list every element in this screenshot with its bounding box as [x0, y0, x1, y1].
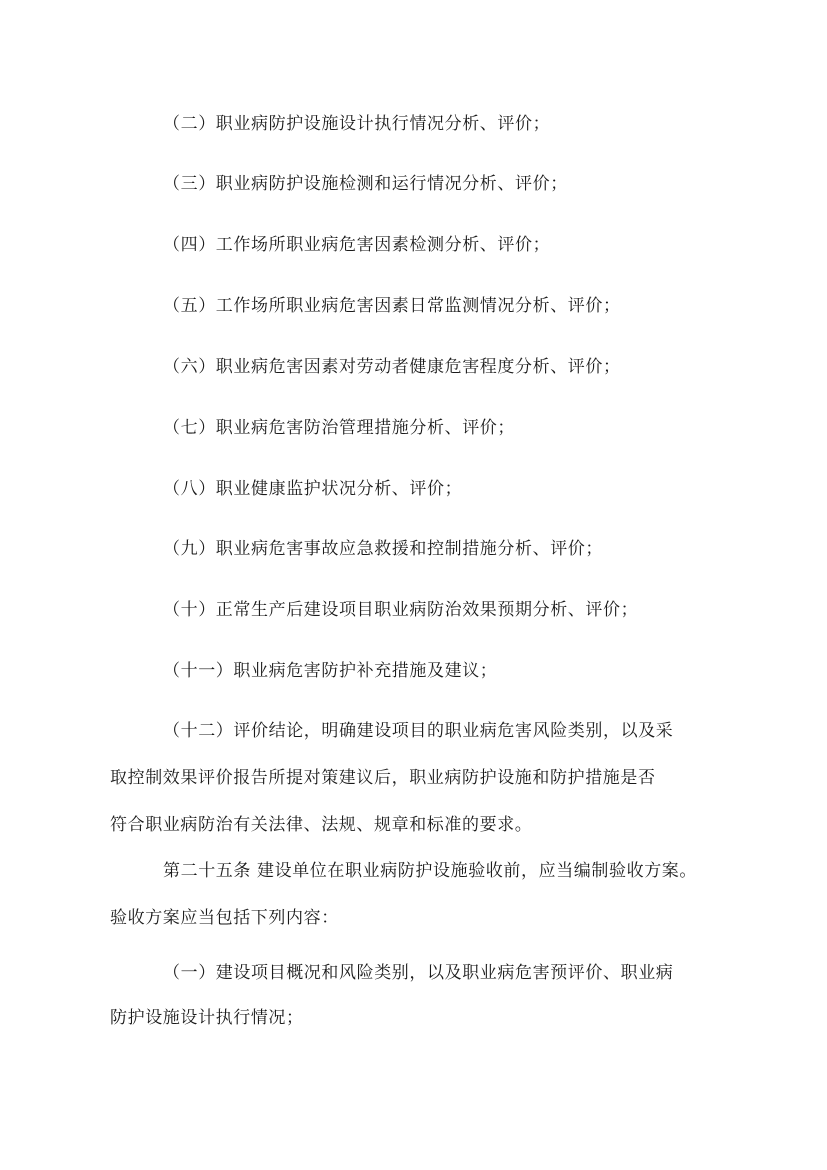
- article-25-heading-line-1: 第二十五条 建设单位在职业病防护设施验收前，应当编制验收方案。: [163, 861, 698, 881]
- list-item-4: （四）工作场所职业病危害因素检测分析、评价；: [163, 235, 551, 255]
- list-item-3: （三）职业病防护设施检测和运行情况分析、评价；: [163, 174, 568, 194]
- list-item-11: （十一）职业病危害防护补充措施及建议；: [163, 661, 498, 681]
- list-item-7: （七）职业病危害防治管理措施分析、评价；: [163, 418, 515, 438]
- list-item-9: （九）职业病危害事故应急救援和控制措施分析、评价；: [163, 539, 603, 559]
- list-item-12-line-2: 取控制效果评价报告所提对策建议后，职业病防护设施和防护措施是否: [110, 768, 656, 788]
- article-25-item-1-line-1: （一）建设项目概况和风险类别，以及职业病危害预评价、职业病: [163, 963, 674, 983]
- list-item-12-line-3: 符合职业病防治有关法律、法规、规章和标准的要求。: [110, 815, 533, 835]
- list-item-10: （十）正常生产后建设项目职业病防治效果预期分析、评价；: [163, 600, 639, 620]
- list-item-8: （八）职业健康监护状况分析、评价；: [163, 479, 463, 499]
- list-item-12-line-1: （十二）评价结论，明确建设项目的职业病危害风险类别，以及采: [163, 721, 674, 741]
- article-25-heading-line-2: 验收方案应当包括下列内容：: [110, 908, 339, 928]
- list-item-6: （六）职业病危害因素对劳动者健康危害程度分析、评价；: [163, 357, 621, 377]
- list-item-5: （五）工作场所职业病危害因素日常监测情况分析、评价；: [163, 296, 621, 316]
- article-25-item-1-line-2: 防护设施设计执行情况；: [110, 1008, 304, 1028]
- list-item-2: （二）职业病防护设施设计执行情况分析、评价；: [163, 114, 551, 134]
